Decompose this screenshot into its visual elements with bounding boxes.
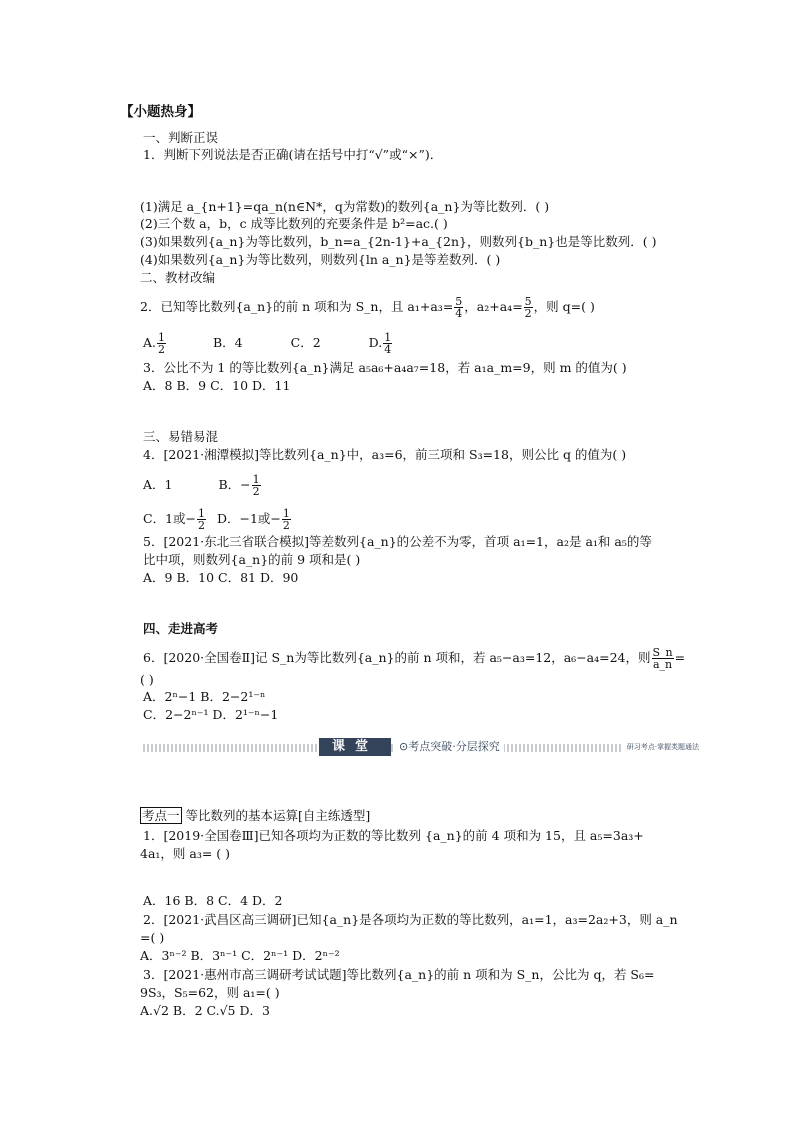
classroom-banner (143, 738, 699, 758)
q2-text-mid: ，a₂+a₄= (464, 299, 523, 314)
kd-q1-line1: 1．[2019·全国卷Ⅲ]已知各项均为正数的等比数列 {a_n}的前 4 项和为 15，且 a₅=3a₃+ (143, 828, 644, 843)
kaodian-tag: 考点一 (142, 808, 180, 823)
kd-q1-line2: 4a₁，则 a₃= ( ) (140, 846, 231, 861)
kd-q2-line1: 2．[2021·武昌区高三调研]已知{a_n}是各项均为正数的等比数列，a₁=1，a₃=2a₂+3，则 a_n (143, 912, 678, 927)
judge-item-4: (4)如果数列{a_n}为等比数列，则数列{ln a_n}是等差数列．( ) (140, 252, 501, 267)
sec2-title: 二、教材改编 (140, 270, 216, 285)
kd-q1-options: A．16 B．8 C．4 D．2 (143, 893, 283, 908)
q2-option-c: C．2 (290, 335, 321, 350)
q2-stem (140, 296, 595, 319)
kd-q2-options: A．3ⁿ⁻² B．3ⁿ⁻¹ C．2ⁿ⁻¹ D．2ⁿ⁻² (140, 948, 340, 963)
q6-options-cd: C．2−2ⁿ⁻¹ D．2¹⁻ⁿ−1 (143, 707, 279, 722)
sec4-title: 四、走进高考 (143, 621, 219, 636)
judge-item-1: (1)满足 a_{n+1}=qa_n(n∈N*，q为常数)的数列{a_n}为等比数列．( ) (140, 199, 550, 214)
q4-option-c: C．1或− $\frac{1}{2}$ (143, 507, 205, 532)
kaodian-1-header (140, 808, 370, 824)
sec3-title: 三、易错易混 (143, 429, 219, 444)
q4-stem: 4．[2021·湘潭模拟]等比数列{a_n}中，a₃=6，前三项和 S₃=18，则公比 q 的值为( ) (143, 447, 627, 462)
q4-options-ab (143, 474, 262, 497)
q2-options (143, 332, 393, 355)
kd-q2-line2: =( ) (140, 930, 165, 945)
banner-right-text: 研习考点·掌握类题通法 (623, 741, 699, 753)
q2-text-post: ，则 q=( ) (533, 299, 595, 314)
banner-title: 课堂 (319, 738, 391, 756)
judge-item-2: (2)三个数 a，b，c 成等比数列的充要条件是 b²=ac.( ) (140, 216, 448, 231)
sec1-title: 一、判断正误 (143, 130, 219, 145)
q2-text-pre: 2．已知等比数列{a_n}的前 n 项和为 S_n，且 a₁+a₃= (140, 299, 454, 314)
kd-q3-line2: 9S₃，S₅=62，则 a₁=( ) (140, 985, 280, 1000)
q2-fraction-1: $\frac{5}{4}$ (455, 295, 463, 320)
q6-options-ab: A．2ⁿ−1 B．2−2¹⁻ⁿ (143, 689, 266, 704)
q4-options-cd (143, 508, 292, 531)
q2-option-a: A. $\frac{1}{2}$ (143, 331, 166, 356)
q4-option-b: B．− $\frac{1}{2}$ (218, 473, 260, 498)
kd-q3-line1: 3．[2021·惠州市高三调研考试试题]等比数列{a_n}的前 n 项和为 S_n，公比为 q，若 S₆= (143, 967, 655, 982)
q6-fraction: $\frac{S\_n}{a\_n}$ (652, 646, 673, 671)
q6-stem-line1: 6．[2020·全国卷Ⅱ]记 S_n为等比数列{a_n}的前 n 项和，若 a₅−a₃=12，a₆−a₄=24，则 $\frac{S\_n}{a\_n}$ = (143, 646, 686, 671)
q4-option-d: D．−1或− $\frac{1}{2}$ (216, 507, 290, 532)
banner-subtitle: ⊙考点突破·分层探究 (395, 739, 504, 755)
q3-options: A．8 B．9 C．10 D．11 (143, 378, 291, 393)
q2-option-b: B．4 (213, 335, 243, 350)
judge-item-3: (3)如果数列{a_n}为等比数列，b_n=a_{2n-1}+a_{2n}，则数列{b_n}也是等比数列．( ) (140, 234, 657, 249)
kd-q3-options: A.√2 B．2 C.√5 D．3 (140, 1003, 270, 1018)
q5-stem-line1: 5．[2021·东北三省联合模拟]等差数列{a_n}的公差不为零，首项 a₁=1，a₂是 a₁和 a₅的等 (143, 534, 652, 549)
q1-stem: 1．判断下列说法是否正确(请在括号中打“√”或“×”)． (143, 147, 443, 162)
q4-option-a: A．1 (143, 477, 173, 492)
q2-fraction-2: $\frac{5}{2}$ (524, 295, 532, 320)
q5-options: A．9 B．10 C．81 D．90 (143, 570, 299, 585)
q6-stem-line2: ( ) (140, 672, 154, 687)
q5-stem-line2: 比中项，则数列{a_n}的前 9 项和是( ) (143, 552, 361, 567)
section-heading: 【小题热身】 (120, 104, 201, 120)
q3-stem: 3．公比不为 1 的等比数列{a_n}满足 a₅a₆+a₄a₇=18，若 a₁a_m=9，则 m 的值为( ) (143, 360, 627, 375)
q2-option-d: D. $\frac{1}{4}$ (368, 331, 392, 356)
kaodian-title: 等比数列的基本运算[自主练透型] (181, 808, 371, 823)
